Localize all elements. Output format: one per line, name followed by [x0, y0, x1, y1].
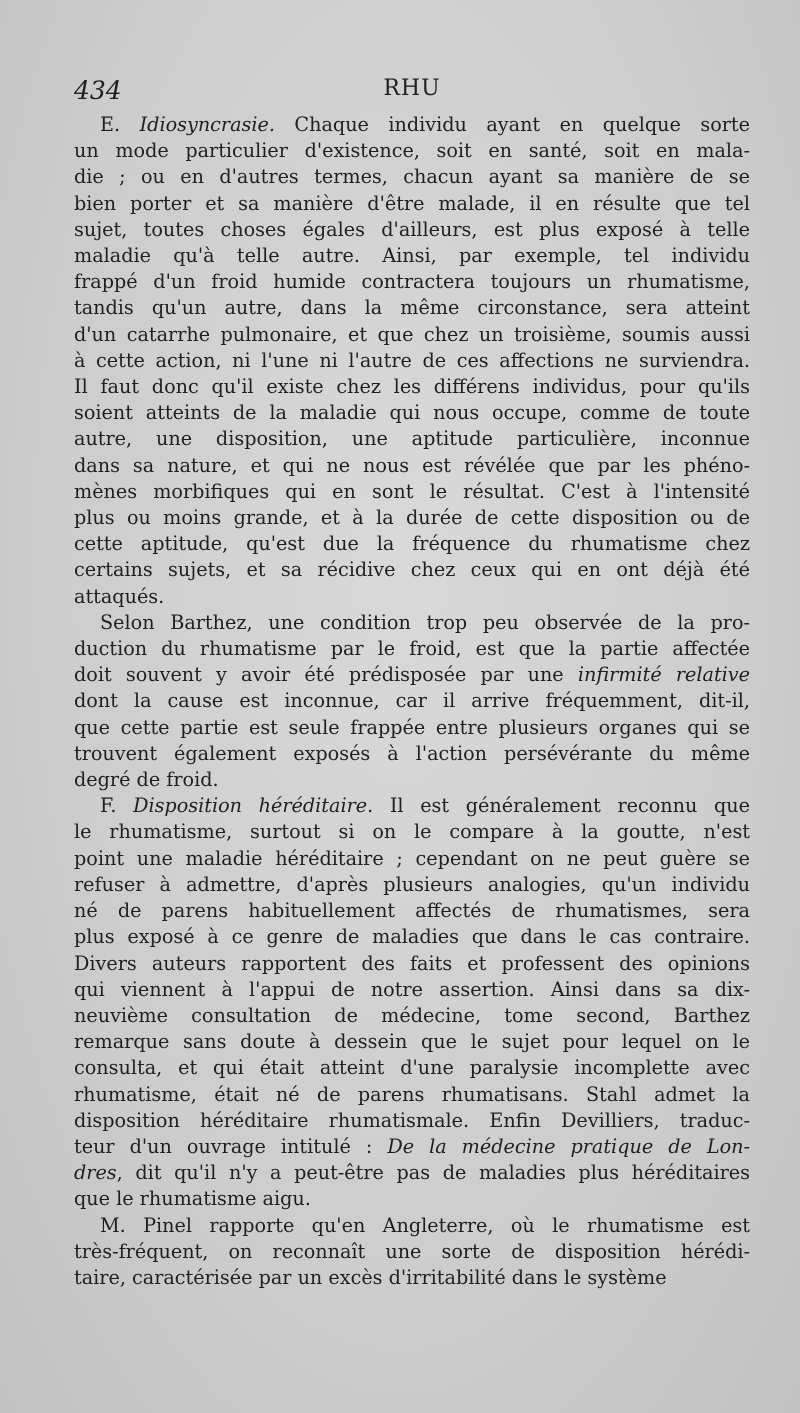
- text-line: [74, 531, 750, 557]
- text-line: [74, 1003, 750, 1029]
- text-line: [74, 348, 750, 374]
- text-run: autre, une disposition, une aptitude particulière, inconnue: [74, 427, 750, 451]
- text-run: un mode particulier d'existence, soit en santé, soit en mala-: [74, 139, 750, 163]
- text-run: point une maladie héréditaire ; cependant on ne peut guère se: [74, 846, 750, 870]
- text-line: [74, 584, 750, 610]
- text-run: degré de froid.: [74, 768, 219, 792]
- text-line: [74, 1055, 750, 1081]
- italic-text: dres: [74, 1161, 117, 1185]
- text-line: [74, 269, 750, 295]
- text-run: E.: [100, 113, 140, 136]
- text-line: [74, 138, 750, 164]
- text-run: , dit qu'il n'y a peut-être pas de maladies plus héréditaires: [116, 1161, 750, 1185]
- text-run: disposition héréditaire rhumatismale. Enfin Devilliers, traduc-: [74, 1108, 750, 1132]
- text-line: [74, 322, 750, 348]
- text-line: [74, 741, 750, 767]
- paragraph: [74, 112, 750, 610]
- text-run: teur d'un ouvrage intitulé :: [74, 1134, 388, 1158]
- text-line: [74, 636, 750, 662]
- italic-text: Idiosyncrasie.: [139, 113, 275, 136]
- text-line: [74, 1186, 750, 1212]
- text-line: [74, 505, 750, 531]
- text-run: trouvent également exposés à l'action persévérante du même: [74, 741, 750, 765]
- text-line: [74, 479, 750, 505]
- text-line: [74, 191, 750, 217]
- text-run: plus ou moins grande, et à la durée de cette disposition ou de: [74, 506, 750, 530]
- italic-text: infirmité relative: [577, 663, 750, 687]
- text-run: remarque sans doute à dessein que le sujet pour lequel on le: [74, 1030, 750, 1054]
- text-run: soient atteints de la maladie qui nous occupe, comme de toute: [74, 401, 750, 425]
- text-line: [74, 1082, 750, 1108]
- running-head: RHU: [383, 76, 441, 101]
- text-line: [74, 1265, 750, 1291]
- text-line: [74, 898, 750, 924]
- text-run: Il est généralement reconnu que: [373, 794, 750, 818]
- text-line: [74, 846, 750, 872]
- text-line: [74, 1108, 750, 1134]
- text-run: sujet, toutes choses égales d'ailleurs, est plus exposé à telle: [74, 217, 750, 241]
- italic-text: Disposition héréditaire.: [133, 794, 374, 818]
- text-run: plus exposé à ce genre de maladies que dans le cas contraire.: [74, 925, 750, 949]
- text-line: [74, 977, 750, 1003]
- text-line: [74, 662, 750, 688]
- text-run: que cette partie est seule frappée entre plusieurs organes qui se: [74, 715, 750, 739]
- text-line: [74, 819, 750, 845]
- text-run: qui viennent à l'appui de notre assertion. Ainsi dans sa dix-: [74, 977, 750, 1001]
- text-run: rhumatisme, était né de parens rhumatisans. Stahl admet la: [74, 1082, 750, 1106]
- text-run: M. Pinel rapporte qu'en Angleterre, où le rhumatisme est: [100, 1213, 750, 1237]
- text-line: [74, 715, 750, 741]
- page-header: [74, 76, 750, 110]
- text-run: très-fréquent, on reconnaît une sorte de disposition hérédi-: [74, 1239, 750, 1263]
- text-run: dans sa nature, et qui ne nous est révélée que par les phéno-: [74, 453, 750, 477]
- text-run: maladie qu'à telle autre. Ainsi, par exemple, tel individu: [74, 244, 750, 268]
- text-run: frappé d'un froid humide contractera toujours un rhumatisme,: [74, 270, 750, 294]
- text-line: [74, 400, 750, 426]
- text-run: Il faut donc qu'il existe chez les différens individus, pour qu'ils: [74, 375, 750, 399]
- text-run: dont la cause est inconnue, car il arrive fréquemment, dit-il,: [74, 689, 750, 713]
- text-line: [74, 688, 750, 714]
- text-run: attaqués.: [74, 584, 165, 608]
- text-run: neuvième consultation de médecine, tome second, Barthez: [74, 1003, 750, 1027]
- paragraph: [74, 1213, 750, 1292]
- text-run: doit souvent y avoir été prédisposée par une: [74, 663, 578, 687]
- text-run: F.: [100, 794, 134, 818]
- text-line: [74, 924, 750, 950]
- text-line: [74, 793, 750, 819]
- text-run: consulta, et qui était atteint d'une paralysie incomplette avec: [74, 1056, 750, 1080]
- paragraph: [74, 793, 750, 1212]
- text-run: né de parens habituellement affectés de rhumatismes, sera: [74, 899, 750, 923]
- text-line: [74, 295, 750, 321]
- text-line: [74, 951, 750, 977]
- text-line: [74, 217, 750, 243]
- text-run: duction du rhumatisme par le froid, est que la partie affectée: [74, 637, 750, 661]
- text-line: [74, 112, 750, 138]
- text-run: que le rhumatisme aigu.: [74, 1187, 311, 1211]
- paragraph: [74, 610, 750, 793]
- text-line: [74, 610, 750, 636]
- text-line: [74, 557, 750, 583]
- text-run: certains sujets, et sa récidive chez ceux qui en ont déjà été: [74, 558, 750, 582]
- text-line: [74, 374, 750, 400]
- text-run: d'un catarrhe pulmonaire, et que chez un troisième, soumis aussi: [74, 322, 750, 346]
- text-line: [74, 1160, 750, 1186]
- text-line: [74, 872, 750, 898]
- text-line: [74, 767, 750, 793]
- text-run: refuser à admettre, d'après plusieurs analogies, qu'un individu: [74, 872, 750, 896]
- text-line: [74, 1134, 750, 1160]
- text-run: Divers auteurs rapportent des faits et professent des opinions: [74, 951, 750, 975]
- text-run: Chaque individu ayant en quelque sorte: [274, 113, 750, 136]
- text-line: [74, 1029, 750, 1055]
- text-run: Selon Barthez, une condition trop peu observée de la pro-: [100, 610, 750, 634]
- text-line: [74, 164, 750, 190]
- text-run: taire, caractérisée par un excès d'irritabilité dans le système: [74, 1265, 667, 1289]
- text-line: [74, 1213, 750, 1239]
- body-text: [74, 112, 750, 1291]
- text-line: [74, 426, 750, 452]
- text-run: à cette action, ni l'une ni l'autre de ces affections ne surviendra.: [74, 348, 750, 372]
- text-run: le rhumatisme, surtout si on le compare à la goutte, n'est: [74, 820, 750, 844]
- text-line: [74, 453, 750, 479]
- page-number: 434: [74, 76, 122, 105]
- text-line: [74, 1239, 750, 1265]
- text-run: tandis qu'un autre, dans la même circonstance, sera atteint: [74, 296, 750, 320]
- text-run: cette aptitude, qu'est due la fréquence du rhumatisme chez: [74, 532, 750, 556]
- text-run: mènes morbifiques qui en sont le résultat. C'est à l'intensité: [74, 479, 750, 503]
- italic-text: De la médecine pratique de Lon-: [387, 1134, 750, 1158]
- text-line: [74, 243, 750, 269]
- text-run: die ; ou en d'autres termes, chacun ayant sa manière de se: [74, 165, 750, 189]
- text-run: bien porter et sa manière d'être malade, il en résulte que tel: [74, 191, 750, 215]
